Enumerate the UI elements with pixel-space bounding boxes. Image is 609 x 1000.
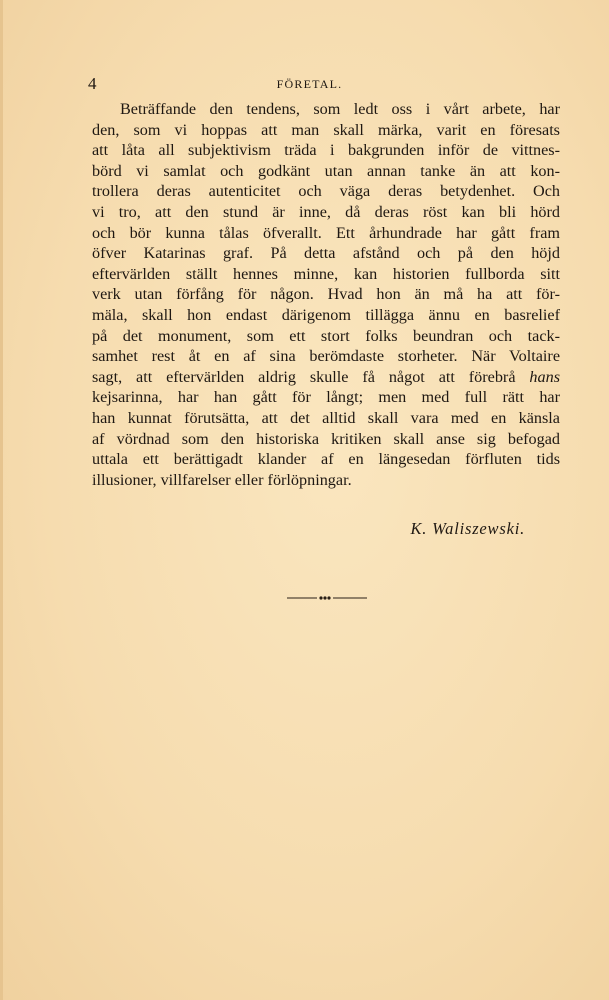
text-line: mäla, skall hon endast därigenom tillägga ännu en basrelief bbox=[92, 305, 560, 324]
text-line: öfver Katarinas graf. På detta afstånd och på den höjd bbox=[92, 244, 560, 263]
running-title: FÖRETAL. bbox=[276, 77, 343, 91]
text-line: på det monument, som ett stort folks beundran och tack- bbox=[92, 326, 560, 345]
text-line: eftervärlden ställt hennes minne, kan historien fullborda sitt bbox=[92, 264, 560, 283]
text-line: trollera deras autenticitet och väga deras betydenhet. Och bbox=[92, 182, 560, 201]
section-ornament bbox=[287, 592, 367, 604]
text-line: verk utan förfång för någon. Hvad hon än må ha att för- bbox=[92, 285, 560, 304]
text-line: samhet rest åt en af sina berömdaste storheter. När Voltaire bbox=[92, 347, 560, 366]
text-line-with-italic bbox=[92, 367, 560, 388]
text-line: af vördnad som den historiska kritiken skall anse sig befogad bbox=[92, 429, 560, 448]
text-line: illusioner, villfarelser eller förlöpningar. bbox=[92, 470, 352, 489]
text-line: den, som vi hoppas att man skall märka, varit en föresats bbox=[92, 120, 560, 139]
text-line: han kunnat förutsätta, att det alltid skall vara med en känsla bbox=[92, 408, 560, 427]
page-number: 4 bbox=[88, 74, 97, 93]
text-line: uttala ett berättigadt klander af en längesedan förfluten tids bbox=[92, 450, 560, 469]
italic-word: hans bbox=[529, 367, 560, 386]
text-line: Beträffande den tendens, som ledt oss i vårt arbete, har bbox=[120, 100, 560, 118]
text-line: vi tro, att den stund är inne, då deras röst kan bli hörd bbox=[92, 202, 560, 221]
text-line: och bör kunna tålas öfverallt. Ett århundrade har gått fram bbox=[92, 223, 560, 242]
text-line: kejsarinna, har han gått för långt; men med full rätt har bbox=[92, 388, 560, 407]
page-edge bbox=[0, 0, 3, 1000]
text-line: börd vi samlat och godkänt utan annan tanke än att kon- bbox=[92, 161, 560, 180]
author-signature: K. Waliszewski. bbox=[410, 519, 525, 538]
text-line: att låta all subjektivism träda i bakgrunden inför de vittnes- bbox=[92, 141, 560, 160]
preface-paragraph bbox=[92, 99, 560, 490]
text-segment: sagt, att eftervärlden aldrig skulle få något att förebrå bbox=[92, 367, 516, 386]
